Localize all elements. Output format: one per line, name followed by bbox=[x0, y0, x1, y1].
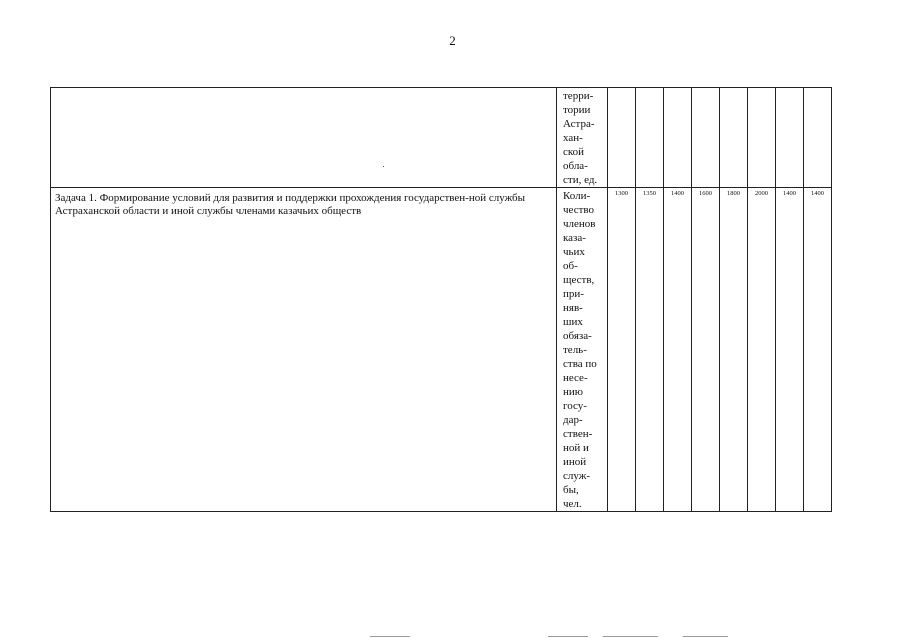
value-cell bbox=[776, 88, 804, 188]
value-cell: 2000 bbox=[748, 188, 776, 512]
value-cell bbox=[664, 88, 692, 188]
unit-cell: терри- тории Астра- хан- ской обла- сти, ед. bbox=[557, 88, 608, 188]
task-cell bbox=[51, 88, 557, 188]
value-cell: 1400 bbox=[776, 188, 804, 512]
value-cell: 1600 bbox=[692, 188, 720, 512]
scan-artifact-line bbox=[548, 636, 588, 637]
table-row bbox=[51, 188, 832, 512]
task-cell: Задача 1. Формирование условий для развития и поддержки прохождения государствен-ной службы Астраханской области и иной службы членами казачьих обществ bbox=[51, 188, 557, 512]
value-cell bbox=[636, 88, 664, 188]
unit-cell: Коли- чество членов каза- чьих об- ществ, при- няв- ших обяза- тель- ства по несе- нию госу- дар- ствен- ной и иной служ- бы, чел. bbox=[557, 188, 608, 512]
table-row bbox=[51, 88, 832, 188]
value-cell: 1800 bbox=[720, 188, 748, 512]
value-cell bbox=[748, 88, 776, 188]
value-cell bbox=[804, 88, 832, 188]
page-number: 2 bbox=[449, 33, 456, 48]
scan-artifact-line bbox=[603, 636, 658, 637]
value-cell bbox=[720, 88, 748, 188]
indicators-table bbox=[50, 87, 832, 512]
value-cell: 1350 bbox=[636, 188, 664, 512]
value-cell: 1300 bbox=[608, 188, 636, 512]
value-cell: 1400 bbox=[664, 188, 692, 512]
scan-speck bbox=[383, 166, 384, 167]
value-cell bbox=[608, 88, 636, 188]
value-cell bbox=[692, 88, 720, 188]
value-cell: 1400 bbox=[804, 188, 832, 512]
scan-artifact-line bbox=[370, 636, 410, 637]
scan-artifact-line bbox=[683, 636, 728, 637]
